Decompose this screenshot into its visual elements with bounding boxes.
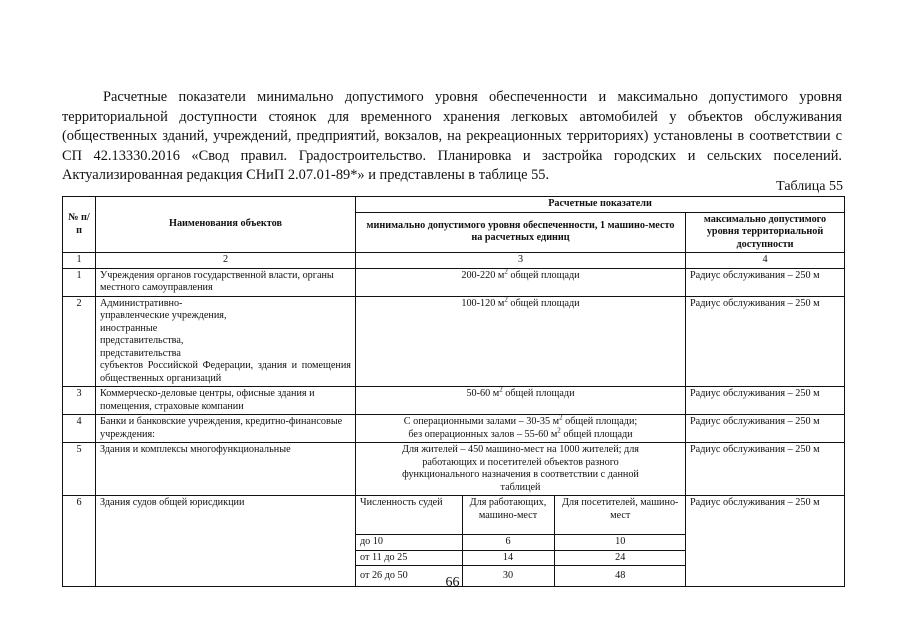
row-num: 2: [63, 296, 96, 387]
row-access: Радиус обслуживания – 250 м: [686, 443, 845, 496]
row-access: Радиус обслуживания – 250 м: [686, 268, 845, 296]
row-value: 50-60 $м^2$ общей площади: [356, 387, 686, 415]
sub-judges: от 26 до 50: [356, 566, 462, 587]
sub-judges: от 11 до 25: [356, 550, 462, 566]
row-num: 6: [63, 496, 96, 587]
row-access: Радиус обслуживания – 250 м: [686, 387, 845, 415]
colnum-4: 4: [686, 253, 845, 269]
sub-header-judges: Численность судей: [356, 496, 462, 535]
sub-header-workers: Для работающих, машино-мест: [462, 496, 554, 535]
header-max-level: максимально допустимого уровня территориальной доступности: [686, 212, 845, 253]
table-row: [63, 443, 845, 496]
parking-norms-table: [62, 196, 845, 587]
sub-header-visitors: Для посетителей, машино-мест: [554, 496, 686, 535]
sub-visitors: 10: [554, 535, 686, 551]
row-name: Административно-управленческие учреждения, иностранные представительства, представительства субъектов Российской Федерации, здания и помещения общественных организаций: [96, 296, 356, 387]
row-access: Радиус обслуживания – 250 м: [686, 296, 845, 387]
table-row: [63, 387, 845, 415]
row-value: 200-220 $м^2$ общей площади: [356, 268, 686, 296]
row-value: С операционными залами – 30-35 $м^2$ общей площади; без операционных залов – 55-60 $м^2$ общей площади: [356, 415, 686, 443]
colnum-2: 2: [96, 253, 356, 269]
row-name: Учреждения органов государственной власти, органы местного самоуправления: [96, 268, 356, 296]
colnum-1: 1: [63, 253, 96, 269]
header-num: № п/п: [63, 197, 96, 253]
page-number: 66: [445, 575, 460, 590]
colnum-3: 3: [356, 253, 686, 269]
sub-row: [356, 550, 686, 566]
header-min-level: минимально допустимого уровня обеспеченности, 1 машино-место на расчетных единиц: [356, 212, 686, 253]
row-access: Радиус обслуживания – 250 м: [686, 496, 845, 587]
table-row: [63, 296, 845, 387]
row-num: 3: [63, 387, 96, 415]
sub-judges: до 10: [356, 535, 462, 551]
row-value: Для жителей – 450 машино-мест на 1000 жителей; для работающих и посетителей объектов разного функционального назначения в соответствии с данной таблицей: [356, 443, 686, 496]
row-name: Коммерческо-деловые центры, офисные здания и помещения, страховые компании: [96, 387, 356, 415]
table-caption: Таблица 55: [776, 179, 843, 194]
row-name: Здания судов общей юрисдикции: [96, 496, 356, 587]
row-value: 100-120 $м^2$ общей площади: [356, 296, 686, 387]
sub-visitors: 24: [554, 550, 686, 566]
sub-workers: 14: [462, 550, 554, 566]
header-group: Расчетные показатели: [356, 197, 845, 213]
courts-subtable: [356, 496, 686, 586]
table-row: [63, 415, 845, 443]
sub-workers: 30: [462, 566, 554, 587]
intro-paragraph: Расчетные показатели минимально допустимого уровня обеспеченности и максимально допустимого уровня территориальной доступности стоянок для временного хранения легковых автомобилей у объектов обслуживания (общественных зданий, учреждений, предприятий, вокзалов, на рекреационных территориях) установлены в соответствии с СП 42.13330.2016 «Свод правил. Градостроительство. Планировка и застройка городских и сельских поселений. Актуализированная редакция СНиП 2.07.01-89*» и представлены в таблице 55.: [62, 89, 842, 183]
row-num: 4: [63, 415, 96, 443]
table-row: [63, 268, 845, 296]
sub-visitors: 48: [554, 566, 686, 587]
sub-row: [356, 535, 686, 551]
courts-subtable-cell: [356, 496, 686, 587]
row-name: Здания и комплексы многофункциональные: [96, 443, 356, 496]
table-row: [63, 496, 845, 587]
row-num: 1: [63, 268, 96, 296]
header-name: Наименования объектов: [96, 197, 356, 253]
row-num: 5: [63, 443, 96, 496]
row-access: Радиус обслуживания – 250 м: [686, 415, 845, 443]
row-name: Банки и банковские учреждения, кредитно-финансовые учреждения:: [96, 415, 356, 443]
sub-workers: 6: [462, 535, 554, 551]
